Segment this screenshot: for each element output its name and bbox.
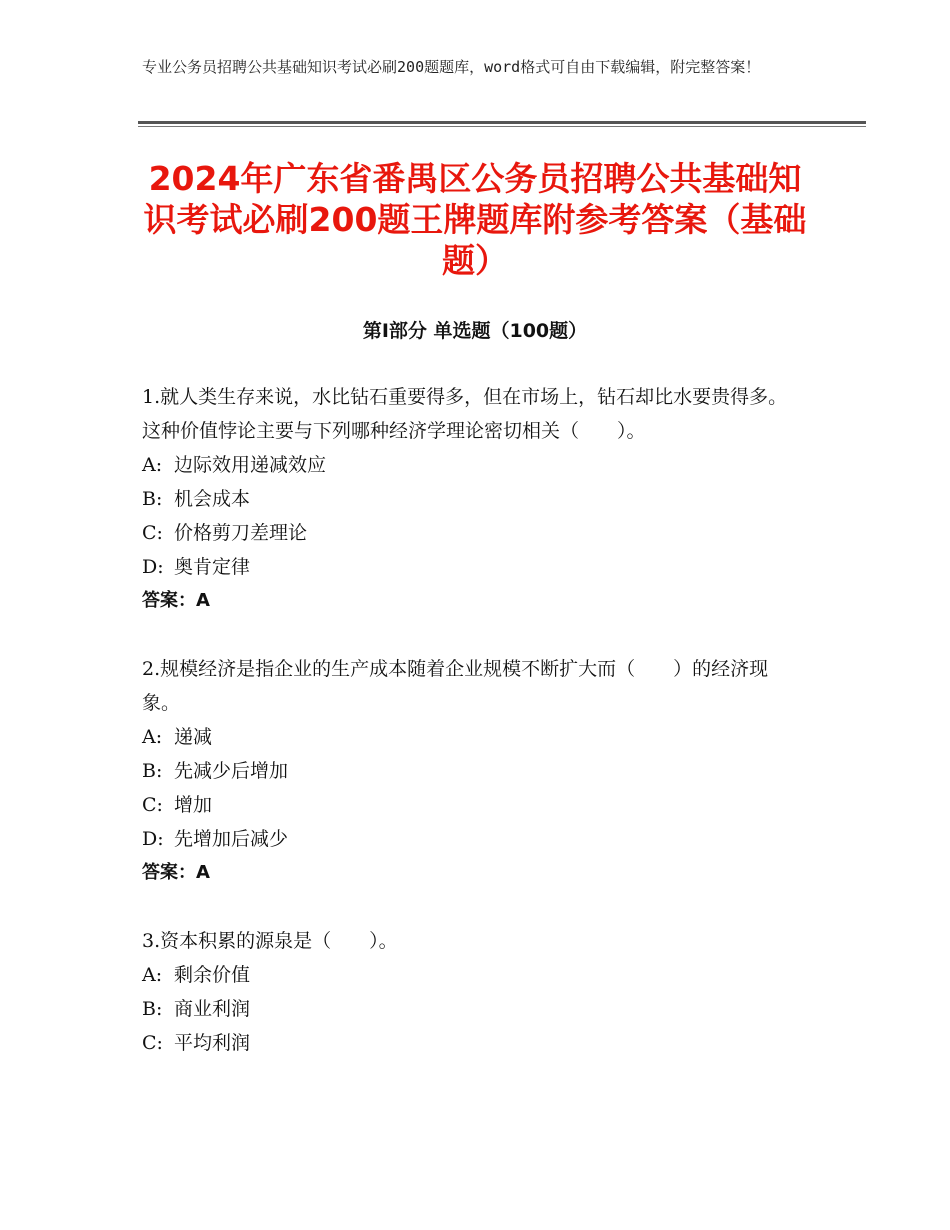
option-c	[142, 1026, 802, 1060]
header-note: 专业公务员招聘公共基础知识考试必刷200题题库，word格式可自由下载编辑，附完整答案！	[142, 58, 761, 76]
option-c	[142, 516, 802, 550]
option-key: D:	[142, 556, 164, 578]
option-key: C:	[142, 522, 163, 544]
option-text: 剩余价值	[174, 964, 251, 986]
option-key: A:	[142, 726, 163, 748]
option-text: 边际效用递减效应	[174, 454, 327, 476]
question-stem: 3.资本积累的源泉是（ ）。	[142, 930, 398, 952]
option-text: 奥肯定律	[174, 556, 251, 578]
option-text: 先增加后减少	[174, 828, 289, 850]
option-key: A:	[142, 964, 163, 986]
option-key: D:	[142, 828, 164, 850]
option-a	[142, 958, 802, 992]
option-key: C:	[142, 1032, 163, 1054]
option-key: B:	[142, 488, 163, 510]
option-b	[142, 482, 802, 516]
header-divider-thin	[138, 126, 866, 127]
question-stem: 2.规模经济是指企业的生产成本随着企业规模不断扩大而（ ）的经济现象。	[142, 658, 769, 714]
option-text: 增加	[174, 794, 213, 816]
option-c	[142, 788, 802, 822]
section-heading: 第Ⅰ部分 单选题（100题）	[362, 320, 588, 342]
option-text: 商业利润	[174, 998, 251, 1020]
option-text: 先减少后增加	[174, 760, 289, 782]
option-key: B:	[142, 760, 163, 782]
option-b	[142, 992, 802, 1026]
document-title: 2024年广东省番禺区公务员招聘公共基础知识考试必刷200题王牌题库附参考答案（基础题）	[143, 159, 807, 280]
option-key: A:	[142, 454, 163, 476]
question-list	[142, 380, 802, 1094]
answer: 答案：A	[142, 862, 210, 883]
option-key: C:	[142, 794, 163, 816]
header-divider	[138, 121, 866, 124]
option-text: 机会成本	[174, 488, 251, 510]
option-text: 递减	[174, 726, 213, 748]
question-stem: 1.就人类生存来说，水比钻石重要得多，但在市场上，钻石却比水要贵得多。这种价值悖论主要与下列哪种经济学理论密切相关（ ）。	[142, 386, 788, 442]
option-a	[142, 720, 802, 754]
question-1	[142, 380, 802, 618]
answer: 答案：A	[142, 590, 210, 611]
option-a	[142, 448, 802, 482]
question-2	[142, 652, 802, 890]
option-b	[142, 754, 802, 788]
question-3	[142, 924, 802, 1060]
option-key: B:	[142, 998, 163, 1020]
option-d	[142, 822, 802, 856]
option-text: 价格剪刀差理论	[174, 522, 308, 544]
option-d	[142, 550, 802, 584]
option-text: 平均利润	[174, 1032, 251, 1054]
